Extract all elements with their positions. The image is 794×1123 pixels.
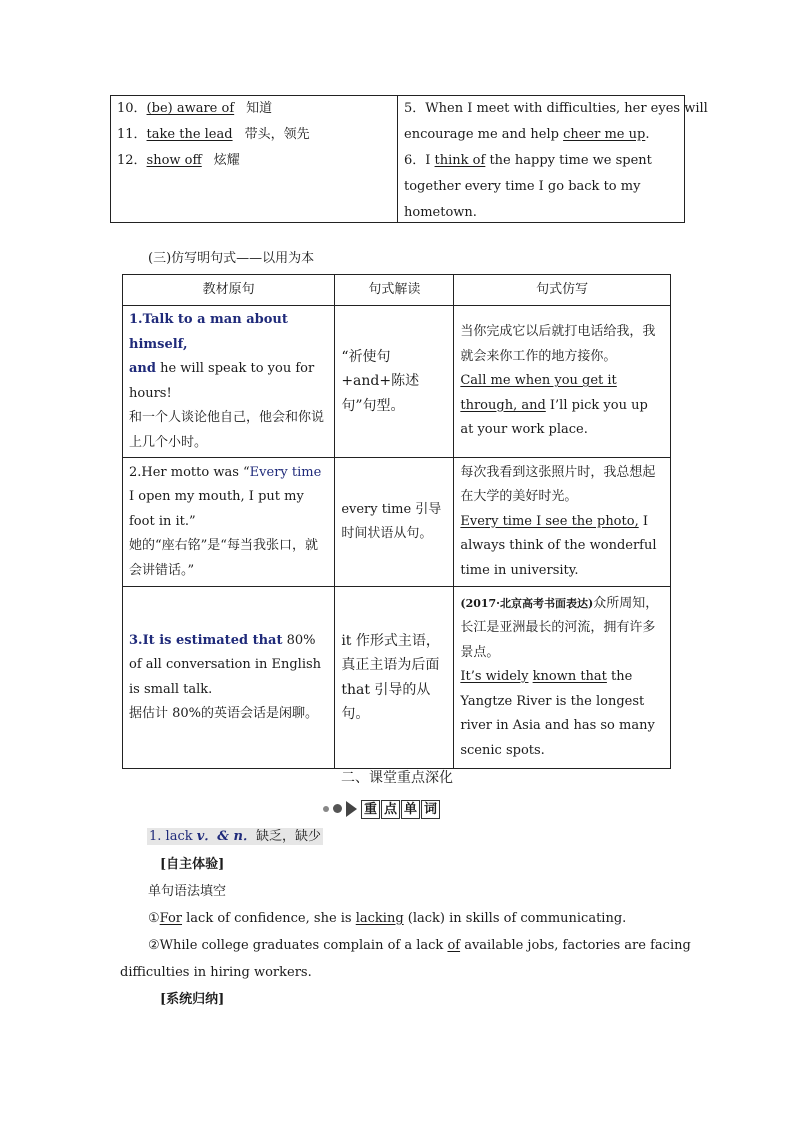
imitation-answer: It’s widely (460, 669, 529, 685)
arrow-icon (346, 801, 357, 817)
exercise-answer: For (159, 911, 183, 926)
table-header-row (123, 275, 671, 306)
sentence-line: 5．When I meet with difficulties, her eyes will (404, 101, 708, 116)
original-sentence-cell: 2.Her motto was “Every time I open my mouth, I put my foot in it.” 她的“座右铭”是“每当我张口，就会讲错话。” (123, 458, 335, 587)
phrase-column (111, 96, 398, 222)
sentence-answer: cheer me up (563, 127, 646, 142)
imitation-cell: 当你完成它以后就打电话给我，我就会来你工作的地方接你。 Call me when you get it through, and I’ll pick you up at your work place. (454, 306, 671, 458)
exercise-answer: lacking (355, 911, 404, 926)
imitation-answer: Call me when you get it through, and (460, 373, 617, 413)
phrase-answer: show off (146, 153, 202, 168)
original-sentence-cell: 3.It is estimated that 80% of all conversation in English is small talk. 据估计 80%的英语会话是闲聊。 (123, 587, 335, 769)
phrase-row: 11．take the lead 带头，领先 (117, 127, 310, 142)
exercise-line: difficulties in hiring workers. (120, 965, 312, 980)
phrase-row: 12．show off 炫耀 (117, 153, 240, 168)
sentence-pattern-table (122, 274, 671, 769)
header-original: 教材原句 (123, 275, 335, 306)
phrase-row: 10．(be) aware of 知道 (117, 101, 273, 116)
sentence-line: hometown. (404, 205, 477, 220)
imitation-answer: Every time I see the photo, (460, 513, 639, 529)
highlight-text: Talk to a man about himself, (129, 312, 288, 352)
header-analysis: 句式解读 (335, 275, 454, 306)
highlight-text: Every time (249, 464, 322, 480)
sentence-column (398, 96, 708, 222)
header-imitation: 句式仿写 (454, 275, 671, 306)
original-sentence-cell: 1.Talk to a man about himself, and he will speak to you for hours! 和一个人谈论他自己，他会和你说上几个小时。 (123, 306, 335, 458)
section-title: (三)仿写明句式——以用为本 (148, 251, 315, 266)
sentence-line: encourage me and help cheer me up. (404, 127, 650, 142)
key-words-banner: 重 点 单 词 (323, 796, 441, 820)
highlight-text: It is estimated that (142, 632, 283, 648)
imitation-answer: known that (532, 669, 607, 685)
sentence-line: together every time I go back to my (404, 179, 641, 194)
label-fill-blank: 单句语法填空 (148, 884, 227, 899)
analysis-cell: it 作形式主语，真正主语为后面 that 引导的从句。 (335, 587, 454, 769)
source-tag: (2017·北京高考书面表达) (460, 596, 594, 610)
dot-icon (323, 806, 329, 812)
word-entry (147, 823, 323, 850)
word-pos: v．& n． (196, 829, 257, 844)
analysis-cell: “祈使句+and+陈述句”句型。 (335, 306, 454, 458)
table-row (123, 306, 671, 458)
word-headword: 1. lack (149, 829, 197, 844)
imitation-cell: (2017·北京高考书面表达)众所周知，长江是亚洲最长的河流，拥有许多景点。 It’s widely known that the Yangtze River is the longest river in Asia and has so many scenic spots. (454, 587, 671, 769)
phrase-meaning: 带头，领先 (244, 127, 310, 142)
phrase-meaning: 炫耀 (213, 153, 240, 168)
word-meaning: 缺乏，缺少 (256, 829, 322, 844)
sentence-line: 6．I think of the happy time we spent (404, 153, 652, 168)
exercise-answer: of (447, 938, 461, 953)
section-heading: 二、课堂重点深化 (341, 770, 453, 786)
vocab-table (110, 95, 708, 223)
imitation-cell: 每次我看到这张照片时，我总想起在大学的美好时光。 Every time I see the photo, I always think of the wonderful time in university. (454, 458, 671, 587)
table-row (123, 587, 671, 769)
phrase-meaning: 知道 (246, 101, 273, 116)
label-self-experience: [自主体验] (160, 857, 225, 872)
label-system-summary: [系统归纳] (160, 992, 225, 1007)
phrase-answer: take the lead (146, 127, 233, 142)
table-row (123, 458, 671, 587)
sentence-answer: think of (434, 153, 486, 168)
analysis-cell: every time 引导时间状语从句。 (335, 458, 454, 587)
exercise-line: ①For lack of confidence, she is lacking (lack) in skills of communicating. (148, 911, 627, 926)
phrase-answer: (be) aware of (146, 101, 235, 116)
dot-icon (333, 804, 342, 813)
exercise-line: ②While college graduates complain of a lack of available jobs, factories are facing (148, 938, 691, 953)
